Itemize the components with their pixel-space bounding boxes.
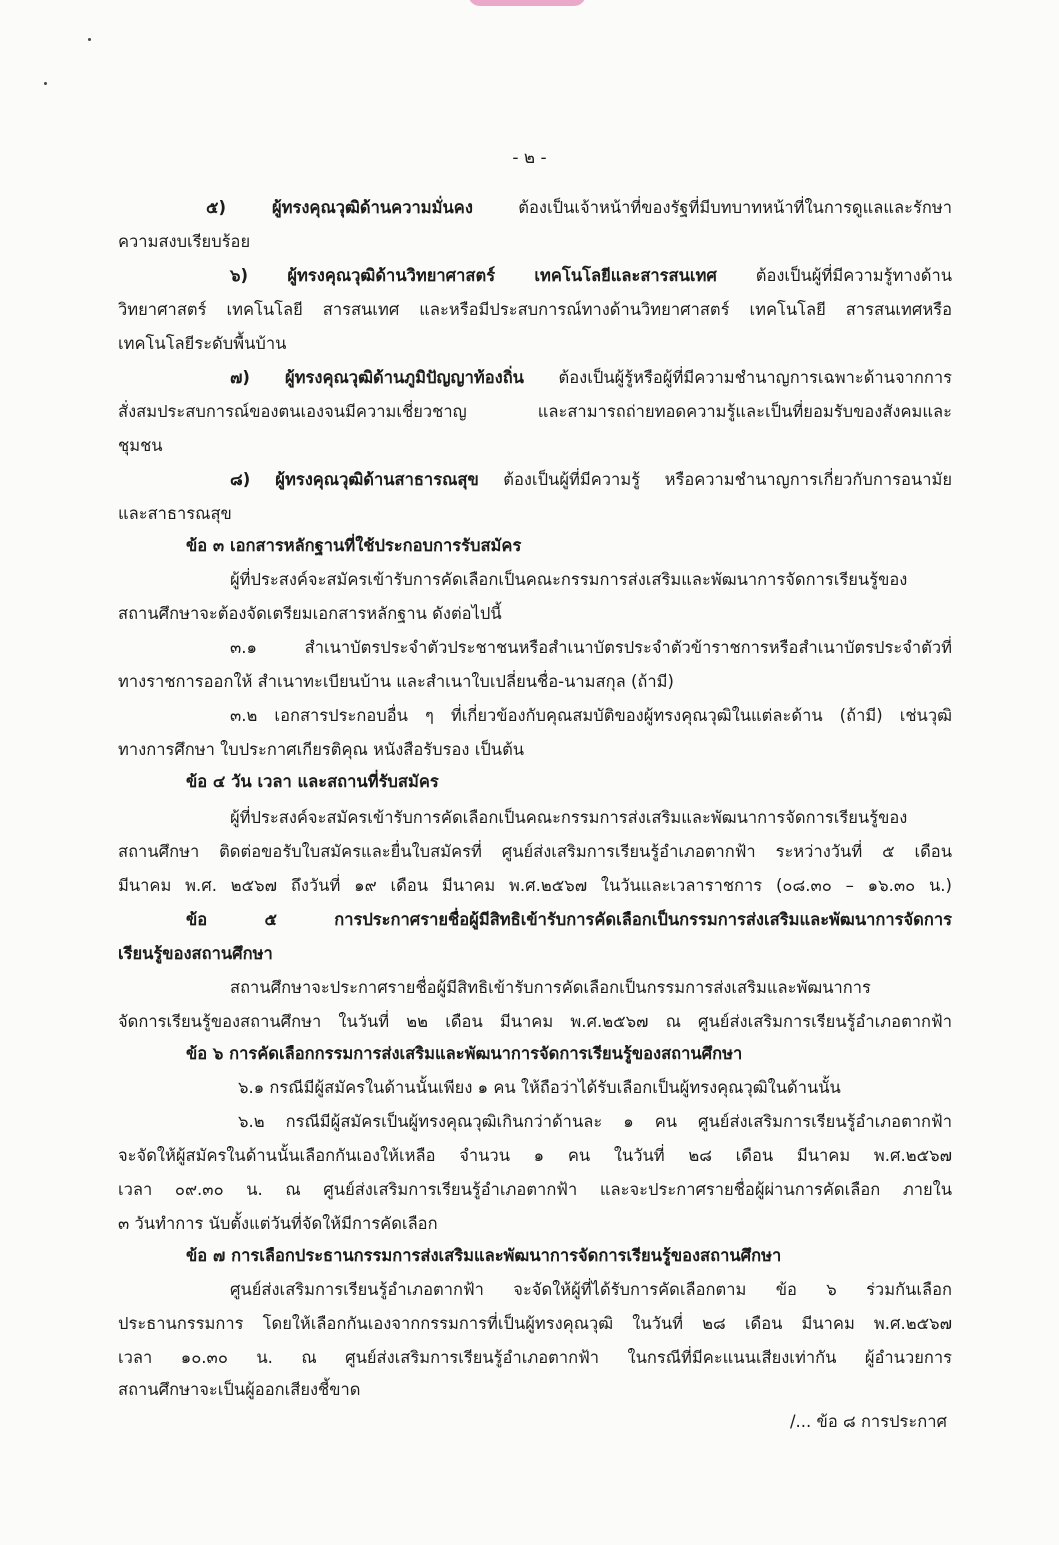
paragraph-line: ผู้ที่ประสงค์จะสมัครเข้ารับการคัดเลือกเป็นคณะกรรมการส่งเสริมและพัฒนาการจัดการเรียนรู้ของ	[230, 808, 908, 827]
paragraph-line: สถานศึกษาจะประกาศรายชื่อผู้มีสิทธิเข้ารับการคัดเลือกเป็นกรรมการส่งเสริมและพัฒนาการ	[230, 978, 871, 997]
paragraph-line: ๖) ผู้ทรงคุณวุฒิด้านวิทยาศาสตร์ เทคโนโลยีและสารสนเทศ ต้องเป็นผู้ที่มีความรู้ทางด้าน	[230, 266, 952, 285]
section-heading: เรียนรู้ของสถานศึกษา	[118, 944, 273, 963]
section-heading: ข้อ ๗ การเลือกประธานกรรมการส่งเสริมและพัฒนาการจัดการเรียนรู้ของสถานศึกษา	[186, 1246, 782, 1265]
paragraph-line: ชุมชน	[118, 436, 163, 455]
paragraph-line: เวลา ๐๙.๓๐ น. ณ ศูนย์ส่งเสริมการเรียนรู้อำเภอตากฟ้า และจะประกาศรายชื่อผู้ผ่านการคัดเลือก ภายใน	[118, 1180, 952, 1199]
paragraph-line: สั่งสมประสบการณ์ของตนเองจนมีความเชี่ยวชาญ และสามารถถ่ายทอดความรู้และเป็นที่ยอมรับของสังคมและ	[118, 402, 952, 421]
paragraph-line: จะจัดให้ผู้สมัครในด้านนั้นเลือกกันเองให้เหลือ จำนวน ๑ คน ในวันที่ ๒๘ เดือน มีนาคม พ.ศ.๒๕๖๗	[118, 1146, 952, 1165]
paragraph-line: เวลา ๑๐.๓๐ น. ณ ศูนย์ส่งเสริมการเรียนรู้อำเภอตากฟ้า ในกรณีที่มีคะแนนเสียงเท่ากัน ผู้อำนวยการ	[118, 1348, 952, 1367]
paragraph-line: เทคโนโลยีระดับพื้นบ้าน	[118, 334, 287, 353]
paragraph-line: ความสงบเรียบร้อย	[118, 232, 251, 251]
paragraph-line: ๓.๑ สำเนาบัตรประจำตัวประชาชนหรือสำเนาบัตรประจำตัวข้าราชการหรือสำเนาบัตรประจำตัวที่	[230, 638, 952, 657]
paragraph-line: ๗) ผู้ทรงคุณวุฒิด้านภูมิปัญญาท้องถิ่น ต้องเป็นผู้รู้หรือผู้ที่มีความชำนาญการเฉพาะด้านจากการ	[230, 368, 953, 387]
paragraph-line: สถานศึกษา ติดต่อขอรับใบสมัครและยื่นใบสมัครที่ ศูนย์ส่งเสริมการเรียนรู้อำเภอตากฟ้า ระหว่างวันที่ ๕ เดือน	[118, 842, 952, 861]
paragraph-line: ทางราชการออกให้ สำเนาทะเบียนบ้าน และสำเนาใบเปลี่ยนชื่อ-นามสกุล (ถ้ามี)	[118, 672, 674, 691]
paragraph-line: ศูนย์ส่งเสริมการเรียนรู้อำเภอตากฟ้า จะจัดให้ผู้ที่ได้รับการคัดเลือกตาม ข้อ ๖ ร่วมกันเลือก	[230, 1280, 952, 1299]
paragraph-line: ๖.๒ กรณีมีผู้สมัครเป็นผู้ทรงคุณวุฒิเกินกว่าด้านละ ๑ คน ศูนย์ส่งเสริมการเรียนรู้อำเภอตากฟ้า	[238, 1112, 952, 1131]
pink-stamp-mark	[468, 0, 586, 6]
section-heading: ข้อ ๕ การประกาศรายชื่อผู้มีสิทธิเข้ารับการคัดเลือกเป็นกรรมการส่งเสริมและพัฒนาการจัดการ	[186, 910, 952, 929]
paragraph-line: ๕) ผู้ทรงคุณวุฒิด้านความมั่นคง ต้องเป็นเจ้าหน้าที่ของรัฐที่มีบทบาทหน้าที่ในการดูแลและรักษา	[206, 198, 952, 217]
paragraph-line: มีนาคม พ.ศ. ๒๕๖๗ ถึงวันที่ ๑๙ เดือน มีนาคม พ.ศ.๒๕๖๗ ในวันและเวลาราชการ (๐๘.๓๐ – ๑๖.๓๐ น.)	[118, 876, 952, 895]
section-heading: ข้อ ๔ วัน เวลา และสถานที่รับสมัคร	[186, 772, 439, 791]
continuation-note: /... ข้อ ๘ การประกาศ	[790, 1412, 947, 1431]
paragraph-line: ผู้ที่ประสงค์จะสมัครเข้ารับการคัดเลือกเป็นคณะกรรมการส่งเสริมและพัฒนาการจัดการเรียนรู้ของ	[230, 570, 908, 589]
section-heading: ข้อ ๓ เอกสารหลักฐานที่ใช้ประกอบการรับสมัคร	[186, 536, 522, 555]
paragraph-line: ๓.๒ เอกสารประกอบอื่น ๆ ที่เกี่ยวข้องกับคุณสมบัติของผู้ทรงคุณวุฒิในแต่ละด้าน (ถ้ามี) เช่นวุฒิ	[230, 706, 952, 725]
paragraph-line: สถานศึกษาจะต้องจัดเตรียมเอกสารหลักฐาน ดังต่อไปนี้	[118, 604, 502, 623]
paragraph-line: ๘) ผู้ทรงคุณวุฒิด้านสาธารณสุข ต้องเป็นผู้ที่มีความรู้ หรือความชำนาญการเกี่ยวกับการอนามัย	[230, 470, 952, 489]
paragraph-line: จัดการเรียนรู้ของสถานศึกษา ในวันที่ ๒๒ เดือน มีนาคม พ.ศ.๒๕๖๗ ณ ศูนย์ส่งเสริมการเรียนรู้อำเภอตากฟ้า	[118, 1012, 952, 1031]
paragraph-line: สถานศึกษาจะเป็นผู้ออกเสียงชี้ขาด	[118, 1380, 361, 1399]
section-heading: ข้อ ๖ การคัดเลือกกรรมการส่งเสริมและพัฒนาการจัดการเรียนรู้ของสถานศึกษา	[186, 1044, 743, 1063]
paragraph-line: ประธานกรรมการ โดยให้เลือกกันเองจากกรรมการที่เป็นผู้ทรงคุณวุฒิ ในวันที่ ๒๘ เดือน มีนาคม พ.ศ.๒๕๖๗	[118, 1314, 952, 1333]
paragraph-line: ทางการศึกษา ใบประกาศเกียรติคุณ หนังสือรับรอง เป็นต้น	[118, 740, 525, 759]
paragraph-line: ๓ วันทำการ นับตั้งแต่วันที่จัดให้มีการคัดเลือก	[118, 1214, 438, 1233]
paragraph-line: และสาธารณสุข	[118, 504, 232, 523]
scan-speck	[88, 38, 91, 41]
page-number: - ๒ -	[512, 148, 547, 168]
paragraph-line: ๖.๑ กรณีมีผู้สมัครในด้านนั้นเพียง ๑ คน ให้ถือว่าได้รับเลือกเป็นผู้ทรงคุณวุฒิในด้านนั้น	[238, 1078, 841, 1097]
scan-speck	[44, 82, 47, 85]
paragraph-line: วิทยาศาสตร์ เทคโนโลยี สารสนเทศ และหรือมีประสบการณ์ทางด้านวิทยาศาสตร์ เทคโนโลยี สารสนเทศหรือ	[118, 300, 952, 319]
